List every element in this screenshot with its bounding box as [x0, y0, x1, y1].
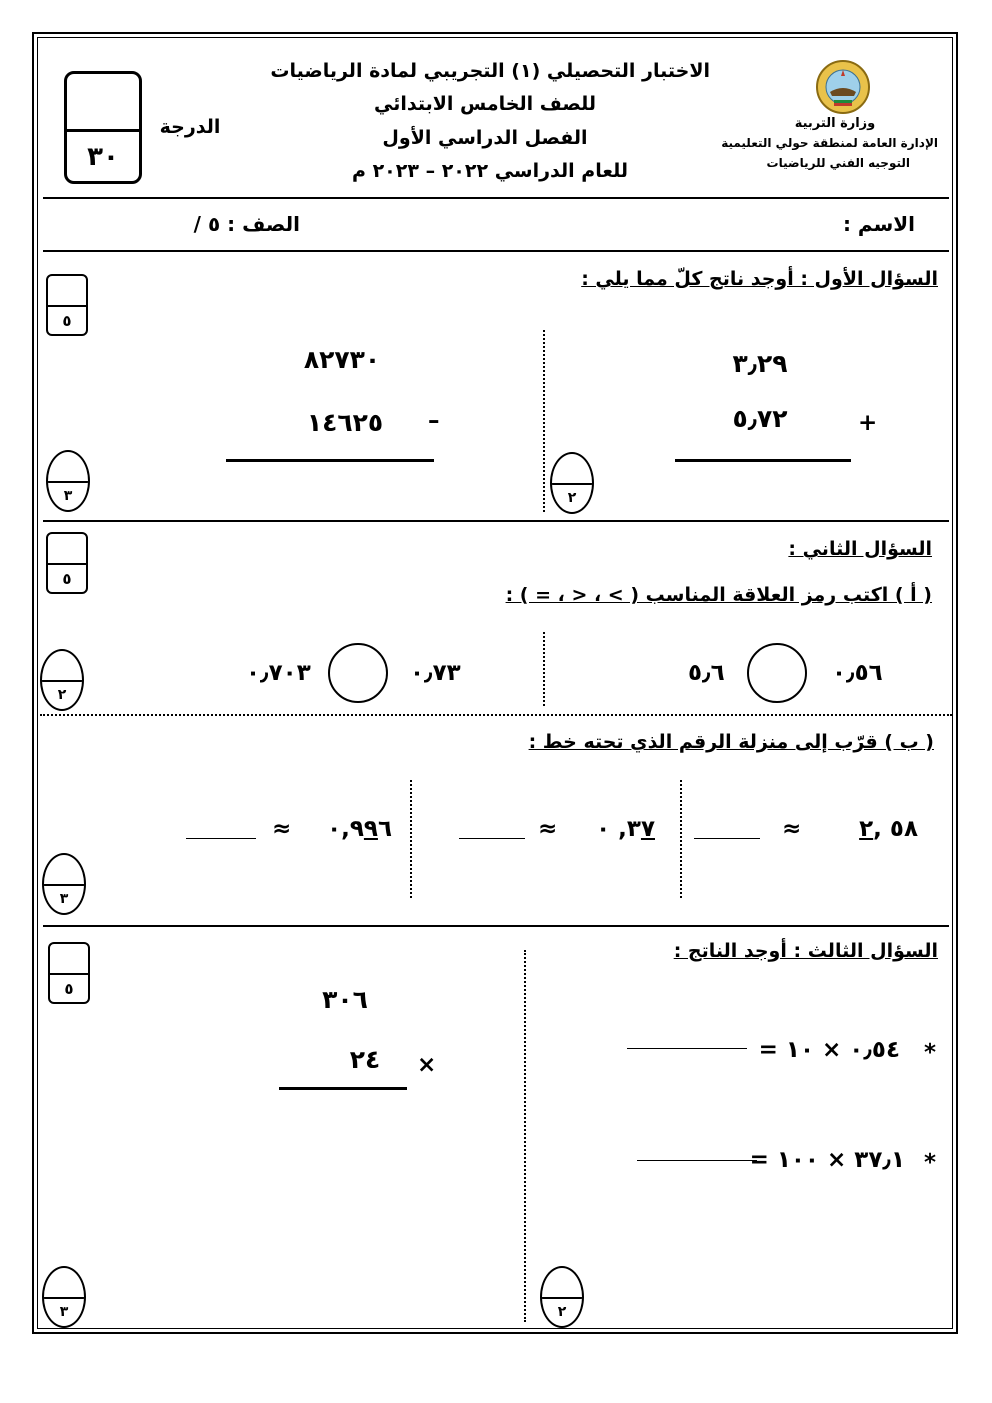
q3-item-1-answer-line[interactable]	[627, 1048, 747, 1049]
header-divider	[43, 197, 949, 199]
q1-add-row2: ٥٫٧٢	[732, 404, 788, 433]
class-label: الصف : ٥ /	[193, 212, 300, 236]
q2a-mark-oval	[40, 649, 84, 711]
q3-mark: ٥	[64, 980, 74, 998]
total-mark: ٣٠	[87, 142, 119, 172]
q1-mark-box	[46, 274, 88, 336]
q3-item-1-expr: ٠٫٥٤ × ١٠ =	[758, 1037, 900, 1063]
q2-divider	[43, 925, 949, 927]
q2b-item-1-answer-line[interactable]	[694, 838, 760, 839]
q3-mark-box	[48, 942, 90, 1004]
q2b-item-2	[560, 816, 655, 842]
q2-score-entry[interactable]	[48, 534, 86, 565]
q2a-score-entry[interactable]	[42, 651, 82, 682]
grade-entry-area[interactable]	[67, 74, 139, 132]
ministry-emblem	[808, 56, 878, 118]
total-grade-box	[64, 71, 142, 184]
q2a-column-divider	[543, 632, 545, 706]
q3-mul-row2: ٢٤	[349, 1045, 381, 1074]
q2a-right-value-a: ٥٫٦	[688, 660, 725, 686]
q2b-item-2-underlined: ٧	[640, 816, 655, 842]
page-border-inner	[37, 37, 953, 1329]
directorate-name: الإدارة العامة لمنطقة حولي التعليمية	[721, 136, 938, 150]
q2-mark-box	[46, 532, 88, 594]
q2b-score-entry[interactable]	[44, 855, 84, 886]
q1-sub-score-entry[interactable]	[48, 452, 88, 483]
department-name: التوجيه الفني للرياضيات	[766, 156, 910, 170]
q2a-title: ( أ ) اكتب رمز العلاقة المناسب ( > ، < ، = ) :	[505, 584, 932, 606]
q1-sub-mark: ٣	[63, 488, 73, 504]
semester-line: الفصل الدراسي الأول	[382, 127, 588, 149]
q2b-mark-oval	[42, 853, 86, 915]
q2b-item-2-before: ٣	[626, 816, 641, 842]
q2b-item-3	[300, 816, 392, 842]
q1-add-mark-oval	[550, 452, 594, 514]
q1-add-mark: ٢	[567, 490, 577, 506]
q2b-item-3-approx: ≈	[272, 816, 292, 842]
ministry-name: وزارة التربية	[794, 116, 876, 131]
q2b-title: ( ب ) قرّب إلى منزلة الرقم الذي تحته خط :	[528, 731, 934, 753]
q2b-item-3-underlined: ٩	[363, 816, 378, 842]
name-label: الاسم :	[842, 212, 915, 236]
exam-title: الاختبار التحصيلي (١) التجريبي لمادة الرياضيات	[270, 60, 710, 82]
q3-item-2-star: *	[924, 1150, 937, 1176]
year-line: للعام الدراسي ٢٠٢٢ – ٢٠٢٣ م	[352, 160, 628, 182]
q2-mark: ٥	[62, 570, 72, 588]
q2b-item-2-approx: ≈	[538, 816, 558, 842]
q3-item-1-star: *	[924, 1040, 937, 1066]
q2b-divider-1	[680, 780, 682, 898]
q1-sub-row2: ١٤٦٢٥	[306, 408, 384, 437]
q1-sub-mark-oval	[46, 450, 90, 512]
grade-line: للصف الخامس الابتدائي	[374, 93, 596, 115]
q2b-item-3-after: ٦	[377, 816, 392, 842]
q3-mul-mark: ٣	[59, 1304, 69, 1320]
q3-column-divider	[524, 950, 526, 1322]
q2b-item-3-answer-line[interactable]	[186, 838, 256, 839]
q3-items-mark: ٢	[557, 1304, 567, 1320]
q2b-item-1-approx: ≈	[782, 816, 802, 842]
q3-items-score-entry[interactable]	[542, 1268, 582, 1299]
q2a-divider	[40, 714, 952, 716]
q2a-left-value-b: ٠٫٧٣	[410, 660, 461, 686]
q3-score-entry[interactable]	[50, 944, 88, 975]
q3-mul-operator: ×	[417, 1052, 437, 1078]
q1-sub-answer-line	[226, 459, 434, 462]
q2b-mark: ٣	[59, 891, 69, 907]
q2b-item-1-underlined: ٢	[859, 816, 874, 842]
q3-mul-score-entry[interactable]	[44, 1268, 84, 1299]
q1-sub-row1: ٨٢٧٣٠	[303, 345, 381, 374]
q2a-left-value-a: ٠٫٧٠٣	[246, 660, 311, 686]
q2a-left-compare-circle[interactable]	[328, 643, 388, 703]
q2b-item-3-before: ٠,٩	[327, 816, 364, 842]
q1-divider	[43, 520, 949, 522]
q2a-right-value-b: ٠٫٥٦	[832, 660, 883, 686]
q2b-divider-2	[410, 780, 412, 898]
q3-items-mark-oval	[540, 1266, 584, 1328]
q2b-item-1	[818, 816, 918, 842]
q1-add-operator: +	[858, 410, 878, 436]
q3-item-2-expr: ٣٧٫١ × ١٠٠ =	[749, 1147, 905, 1173]
q2-title: السؤال الثاني :	[788, 538, 932, 560]
q1-add-answer-line	[675, 459, 851, 462]
q1-sub-operator: –	[428, 408, 440, 434]
q2b-item-1-before: ٥٨ ,	[873, 816, 918, 842]
q1-score-entry[interactable]	[48, 276, 86, 307]
q1-mark: ٥	[62, 312, 72, 330]
q2b-item-2-answer-line[interactable]	[459, 838, 525, 839]
q3-mul-row1: ٣٠٦	[322, 985, 368, 1014]
q2b-item-2-after: , ٠	[596, 816, 627, 842]
name-row-divider	[43, 250, 949, 252]
q1-add-row1: ٣٫٢٩	[732, 349, 788, 378]
q1-add-score-entry[interactable]	[552, 454, 592, 485]
q1-column-divider	[543, 330, 545, 512]
q3-mul-mark-oval	[42, 1266, 86, 1328]
q2a-mark: ٢	[57, 687, 67, 703]
q3-title: السؤال الثالث : أوجد الناتج :	[673, 940, 938, 962]
q1-title: السؤال الأول : أوجد ناتج كلّ مما يلي :	[581, 268, 938, 290]
q3-item-2-answer-line[interactable]	[637, 1160, 757, 1161]
grade-label: الدرجة	[159, 116, 221, 138]
q3-mul-answer-line	[279, 1087, 407, 1090]
q2a-right-compare-circle[interactable]	[747, 643, 807, 703]
